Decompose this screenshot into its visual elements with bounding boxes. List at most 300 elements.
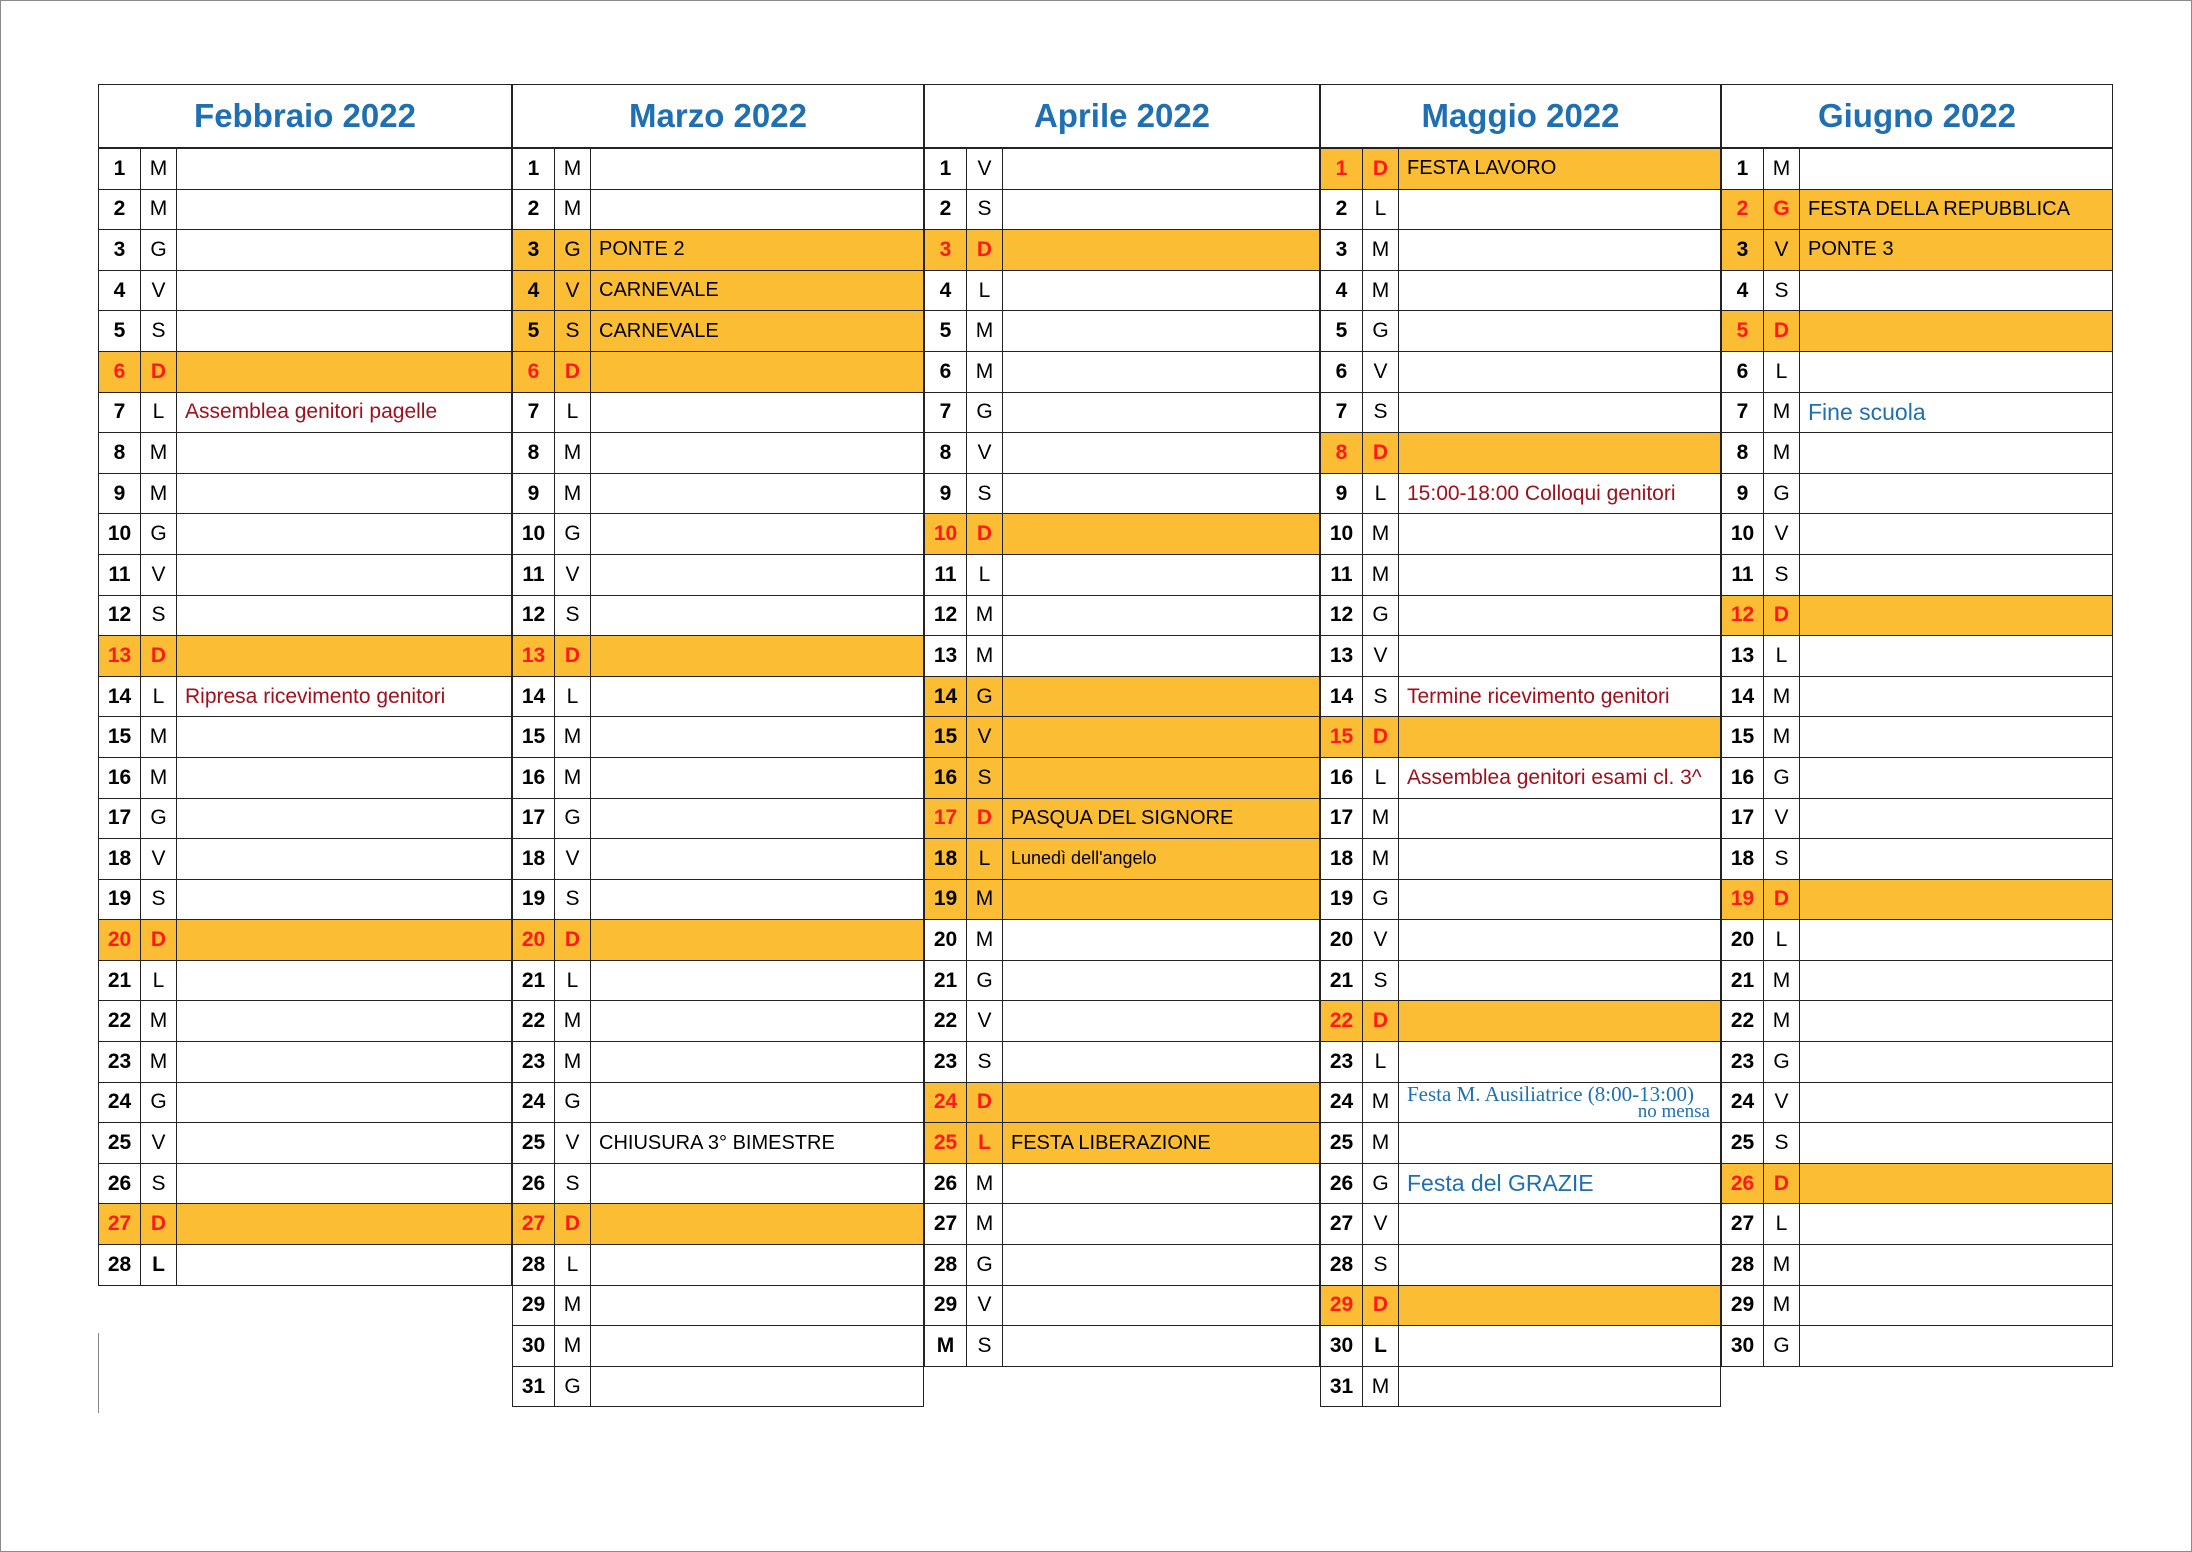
day-row	[1320, 514, 1721, 555]
day-row	[1320, 311, 1721, 352]
day-row	[98, 474, 512, 515]
weekday-letter: V	[554, 555, 590, 595]
day-row	[98, 920, 512, 961]
day-row	[1721, 758, 2113, 799]
day-event	[590, 799, 924, 839]
day-event	[590, 758, 924, 798]
day-row	[924, 1083, 1320, 1124]
day-event	[176, 433, 512, 473]
day-event: Termine ricevimento genitori	[1398, 677, 1721, 717]
weekday-letter: V	[554, 839, 590, 879]
weekday-letter: G	[1362, 880, 1398, 920]
day-event	[1398, 799, 1721, 839]
weekday-letter: V	[1763, 514, 1799, 554]
day-row	[98, 230, 512, 271]
day-number: 8	[1721, 433, 1763, 473]
weekday-letter: D	[1362, 1286, 1398, 1326]
day-number: 15	[512, 717, 554, 757]
day-row	[1320, 920, 1721, 961]
day-event: Lunedì dell'angelo	[1002, 839, 1320, 879]
weekday-letter: S	[1763, 1123, 1799, 1163]
day-event	[590, 596, 924, 636]
day-number: 13	[1320, 636, 1362, 676]
day-event	[1799, 433, 2113, 473]
weekday-letter: L	[966, 555, 1002, 595]
day-event	[1398, 636, 1721, 676]
day-number: 20	[98, 920, 140, 960]
day-number: 3	[924, 230, 966, 270]
day-row	[512, 311, 924, 352]
weekday-letter: L	[140, 677, 176, 717]
day-event	[590, 555, 924, 595]
day-list	[924, 149, 1320, 1367]
day-number: 13	[924, 636, 966, 676]
weekday-letter: D	[554, 920, 590, 960]
day-row	[98, 271, 512, 312]
day-row	[512, 1326, 924, 1367]
day-event	[176, 1001, 512, 1041]
day-number: 19	[924, 880, 966, 920]
day-row	[512, 758, 924, 799]
day-event	[1002, 555, 1320, 595]
day-event	[590, 1245, 924, 1285]
day-number: 15	[98, 717, 140, 757]
weekday-letter: D	[140, 920, 176, 960]
day-row	[512, 839, 924, 880]
weekday-letter: M	[1763, 1286, 1799, 1326]
weekday-letter: M	[554, 1326, 590, 1366]
day-event	[176, 920, 512, 960]
day-event: 15:00-18:00 Colloqui genitori	[1398, 474, 1721, 514]
day-number: 1	[924, 149, 966, 189]
day-row	[98, 555, 512, 596]
weekday-letter: G	[966, 1245, 1002, 1285]
day-row	[924, 1204, 1320, 1245]
day-row	[512, 393, 924, 434]
weekday-letter: V	[554, 1123, 590, 1163]
day-row	[924, 1001, 1320, 1042]
weekday-letter: L	[966, 839, 1002, 879]
weekday-letter: V	[1763, 230, 1799, 270]
day-row	[98, 961, 512, 1002]
weekday-letter: M	[1362, 1367, 1398, 1407]
day-number: 16	[1320, 758, 1362, 798]
weekday-letter: D	[1763, 311, 1799, 351]
month-title: Aprile 2022	[924, 84, 1320, 149]
day-event	[1398, 433, 1721, 473]
day-row	[512, 190, 924, 231]
day-number: 23	[512, 1042, 554, 1082]
weekday-letter: L	[140, 961, 176, 1001]
weekday-letter: V	[1362, 1204, 1398, 1244]
weekday-letter: D	[1763, 596, 1799, 636]
weekday-letter: M	[966, 1204, 1002, 1244]
weekday-letter: V	[140, 555, 176, 595]
day-event	[1398, 1326, 1721, 1366]
day-row	[924, 474, 1320, 515]
day-row	[1721, 1204, 2113, 1245]
day-number: 6	[512, 352, 554, 392]
day-row	[924, 230, 1320, 271]
day-event: CARNEVALE	[590, 311, 924, 351]
day-row	[1320, 636, 1721, 677]
day-row	[924, 1123, 1320, 1164]
day-number: 6	[1721, 352, 1763, 392]
day-number: 11	[1721, 555, 1763, 595]
day-event	[1002, 880, 1320, 920]
day-event	[176, 1123, 512, 1163]
weekday-letter: D	[554, 1204, 590, 1244]
day-event	[590, 433, 924, 473]
day-number: 20	[512, 920, 554, 960]
day-number: 12	[1721, 596, 1763, 636]
day-number: 10	[924, 514, 966, 554]
weekday-letter: G	[140, 514, 176, 554]
day-event	[1799, 149, 2113, 189]
day-row	[512, 555, 924, 596]
day-number: 27	[512, 1204, 554, 1244]
weekday-letter: M	[140, 758, 176, 798]
day-number: 25	[1721, 1123, 1763, 1163]
day-row	[1320, 1367, 1721, 1408]
day-row	[1721, 514, 2113, 555]
day-row	[924, 1245, 1320, 1286]
day-event	[1002, 230, 1320, 270]
day-number: 12	[98, 596, 140, 636]
day-event	[1799, 1164, 2113, 1204]
weekday-letter: S	[1362, 961, 1398, 1001]
day-event	[590, 474, 924, 514]
day-row	[512, 514, 924, 555]
day-row	[1320, 352, 1721, 393]
day-event	[1002, 1001, 1320, 1041]
day-row	[924, 352, 1320, 393]
day-row	[1320, 1164, 1721, 1205]
day-event: FESTA DELLA REPUBBLICA	[1799, 190, 2113, 230]
day-event	[176, 880, 512, 920]
day-number: 10	[98, 514, 140, 554]
weekday-letter: M	[1362, 555, 1398, 595]
day-number: 29	[512, 1286, 554, 1326]
border-stub	[98, 1333, 99, 1413]
day-number: 30	[512, 1326, 554, 1366]
day-row	[1320, 190, 1721, 231]
weekday-letter: M	[966, 352, 1002, 392]
weekday-letter: M	[1362, 1083, 1398, 1123]
day-list	[98, 149, 512, 1286]
day-row	[98, 717, 512, 758]
weekday-letter: M	[554, 433, 590, 473]
weekday-letter: L	[1362, 190, 1398, 230]
day-number: 6	[98, 352, 140, 392]
day-number: 13	[98, 636, 140, 676]
day-number: 9	[1320, 474, 1362, 514]
day-event	[1799, 1286, 2113, 1326]
day-event	[1799, 758, 2113, 798]
weekday-letter: M	[140, 190, 176, 230]
day-row	[98, 1245, 512, 1286]
weekday-letter: V	[1763, 1083, 1799, 1123]
month-giugno	[1721, 84, 2113, 1367]
day-number: 2	[924, 190, 966, 230]
day-event	[176, 555, 512, 595]
day-number: 3	[512, 230, 554, 270]
day-number: 6	[924, 352, 966, 392]
day-row	[924, 758, 1320, 799]
day-number: 15	[924, 717, 966, 757]
day-event	[590, 1286, 924, 1326]
day-number: 4	[1721, 271, 1763, 311]
day-number: 26	[512, 1164, 554, 1204]
weekday-letter: G	[1362, 596, 1398, 636]
day-event: PASQUA DEL SIGNORE	[1002, 799, 1320, 839]
day-number: 3	[1320, 230, 1362, 270]
weekday-letter: S	[966, 1042, 1002, 1082]
day-number: 28	[924, 1245, 966, 1285]
day-event	[1799, 920, 2113, 960]
day-event	[1799, 1001, 2113, 1041]
day-event	[590, 636, 924, 676]
day-number: 16	[1721, 758, 1763, 798]
weekday-letter: G	[966, 393, 1002, 433]
day-number: 12	[924, 596, 966, 636]
day-event	[590, 839, 924, 879]
day-number: 4	[98, 271, 140, 311]
day-event	[1799, 717, 2113, 757]
day-number: 5	[1320, 311, 1362, 351]
day-event	[1398, 1245, 1721, 1285]
day-row	[1721, 393, 2113, 434]
day-row	[512, 271, 924, 312]
day-row	[924, 190, 1320, 231]
day-event	[1002, 393, 1320, 433]
day-event	[176, 636, 512, 676]
day-event	[1002, 1326, 1320, 1366]
day-row	[1320, 677, 1721, 718]
day-number: 17	[512, 799, 554, 839]
day-event	[176, 961, 512, 1001]
weekday-letter: S	[554, 880, 590, 920]
day-number: 24	[1320, 1083, 1362, 1123]
weekday-letter: D	[554, 636, 590, 676]
weekday-letter: D	[1362, 1001, 1398, 1041]
day-number: 19	[512, 880, 554, 920]
day-event: FESTA LIBERAZIONE	[1002, 1123, 1320, 1163]
weekday-letter: D	[966, 799, 1002, 839]
day-event	[1398, 880, 1721, 920]
day-number: 19	[1320, 880, 1362, 920]
weekday-letter: M	[966, 1164, 1002, 1204]
day-row	[1320, 1001, 1721, 1042]
weekday-letter: D	[1763, 880, 1799, 920]
weekday-letter: M	[1763, 433, 1799, 473]
day-event	[1799, 474, 2113, 514]
day-number: 31	[512, 1367, 554, 1407]
day-event	[1398, 230, 1721, 270]
weekday-letter: V	[966, 149, 1002, 189]
weekday-letter: G	[554, 1083, 590, 1123]
day-number: 7	[1721, 393, 1763, 433]
day-event	[1002, 1042, 1320, 1082]
weekday-letter: G	[1763, 474, 1799, 514]
day-event: CARNEVALE	[590, 271, 924, 311]
day-row	[924, 596, 1320, 637]
weekday-letter: D	[140, 636, 176, 676]
day-number: 29	[1320, 1286, 1362, 1326]
day-event	[1398, 920, 1721, 960]
day-number: 8	[98, 433, 140, 473]
day-event	[1398, 190, 1721, 230]
day-number: 9	[98, 474, 140, 514]
weekday-letter: M	[140, 1042, 176, 1082]
day-event	[176, 352, 512, 392]
day-event	[1799, 352, 2113, 392]
weekday-letter: M	[1763, 961, 1799, 1001]
day-number: 5	[98, 311, 140, 351]
day-row	[512, 149, 924, 190]
day-event	[590, 920, 924, 960]
weekday-letter: L	[1763, 636, 1799, 676]
day-row	[1320, 393, 1721, 434]
day-event	[590, 1326, 924, 1366]
day-number: 18	[1721, 839, 1763, 879]
day-row	[1320, 230, 1721, 271]
weekday-letter: M	[1763, 717, 1799, 757]
day-row	[1320, 149, 1721, 190]
day-event	[1398, 1286, 1721, 1326]
day-row	[1320, 839, 1721, 880]
day-number: 26	[924, 1164, 966, 1204]
day-row	[924, 514, 1320, 555]
day-row	[1721, 839, 2113, 880]
day-number: 14	[924, 677, 966, 717]
day-number: 8	[512, 433, 554, 473]
day-row	[98, 839, 512, 880]
day-event	[176, 839, 512, 879]
weekday-letter: M	[1763, 677, 1799, 717]
day-row	[512, 961, 924, 1002]
weekday-letter: D	[966, 514, 1002, 554]
weekday-letter: G	[1763, 190, 1799, 230]
day-number: 25	[1320, 1123, 1362, 1163]
day-row	[924, 433, 1320, 474]
day-number: 18	[512, 839, 554, 879]
weekday-letter: L	[554, 1245, 590, 1285]
day-row	[512, 1164, 924, 1205]
day-row	[1721, 1164, 2113, 1205]
day-event	[1002, 514, 1320, 554]
day-event	[176, 717, 512, 757]
day-row	[98, 514, 512, 555]
day-row	[1721, 1042, 2113, 1083]
day-event	[176, 799, 512, 839]
day-number: 1	[512, 149, 554, 189]
day-number: 8	[924, 433, 966, 473]
day-event: Festa M. Ausiliatrice (8:00-13:00) no mensa	[1398, 1083, 1721, 1123]
day-row	[924, 149, 1320, 190]
weekday-letter: M	[140, 474, 176, 514]
weekday-letter: S	[966, 474, 1002, 514]
day-row	[924, 311, 1320, 352]
day-event	[1398, 271, 1721, 311]
day-event	[1002, 636, 1320, 676]
day-number: 2	[1320, 190, 1362, 230]
day-number: 27	[1721, 1204, 1763, 1244]
day-row	[1320, 1204, 1721, 1245]
weekday-letter: M	[966, 920, 1002, 960]
day-row	[924, 1042, 1320, 1083]
weekday-letter: S	[966, 758, 1002, 798]
day-event	[590, 190, 924, 230]
day-number: 12	[1320, 596, 1362, 636]
day-number: 20	[1721, 920, 1763, 960]
day-number: 18	[98, 839, 140, 879]
weekday-letter: S	[140, 311, 176, 351]
weekday-letter: M	[554, 1286, 590, 1326]
weekday-letter: D	[1763, 1164, 1799, 1204]
day-event: CHIUSURA 3° BIMESTRE	[590, 1123, 924, 1163]
day-event	[176, 474, 512, 514]
day-number: 5	[1721, 311, 1763, 351]
weekday-letter: D	[140, 352, 176, 392]
day-row	[1721, 1245, 2113, 1286]
day-event	[1799, 1083, 2113, 1123]
day-row	[1721, 555, 2113, 596]
day-event: Assemblea genitori pagelle	[176, 393, 512, 433]
weekday-letter: V	[1362, 920, 1398, 960]
weekday-letter: S	[1763, 839, 1799, 879]
day-number: 22	[512, 1001, 554, 1041]
weekday-letter: M	[1763, 393, 1799, 433]
day-number: 26	[98, 1164, 140, 1204]
weekday-letter: L	[1763, 920, 1799, 960]
day-number: 1	[1721, 149, 1763, 189]
day-row	[512, 1001, 924, 1042]
weekday-letter: M	[1362, 839, 1398, 879]
day-event	[1002, 596, 1320, 636]
weekday-letter: M	[1362, 230, 1398, 270]
day-event	[1799, 555, 2113, 595]
day-event	[1398, 1001, 1721, 1041]
day-row	[924, 880, 1320, 921]
month-title: Maggio 2022	[1320, 84, 1721, 149]
day-number: 23	[1320, 1042, 1362, 1082]
day-event	[176, 1204, 512, 1244]
day-number: 2	[512, 190, 554, 230]
day-row	[1721, 311, 2113, 352]
day-number: 21	[1320, 961, 1362, 1001]
day-row	[512, 717, 924, 758]
day-row	[98, 190, 512, 231]
weekday-letter: M	[1763, 149, 1799, 189]
day-event	[1002, 1083, 1320, 1123]
day-number: 13	[1721, 636, 1763, 676]
day-row	[1721, 677, 2113, 718]
weekday-letter: G	[1362, 1164, 1398, 1204]
weekday-letter: S	[966, 1326, 1002, 1366]
day-event	[1398, 311, 1721, 351]
day-row	[924, 920, 1320, 961]
month-title: Giugno 2022	[1721, 84, 2113, 149]
day-row	[98, 636, 512, 677]
day-event	[1002, 149, 1320, 189]
day-row	[1721, 474, 2113, 515]
weekday-letter: M	[140, 149, 176, 189]
day-number: 26	[1320, 1164, 1362, 1204]
day-number: 11	[98, 555, 140, 595]
weekday-letter: D	[1362, 149, 1398, 189]
day-event	[1002, 920, 1320, 960]
